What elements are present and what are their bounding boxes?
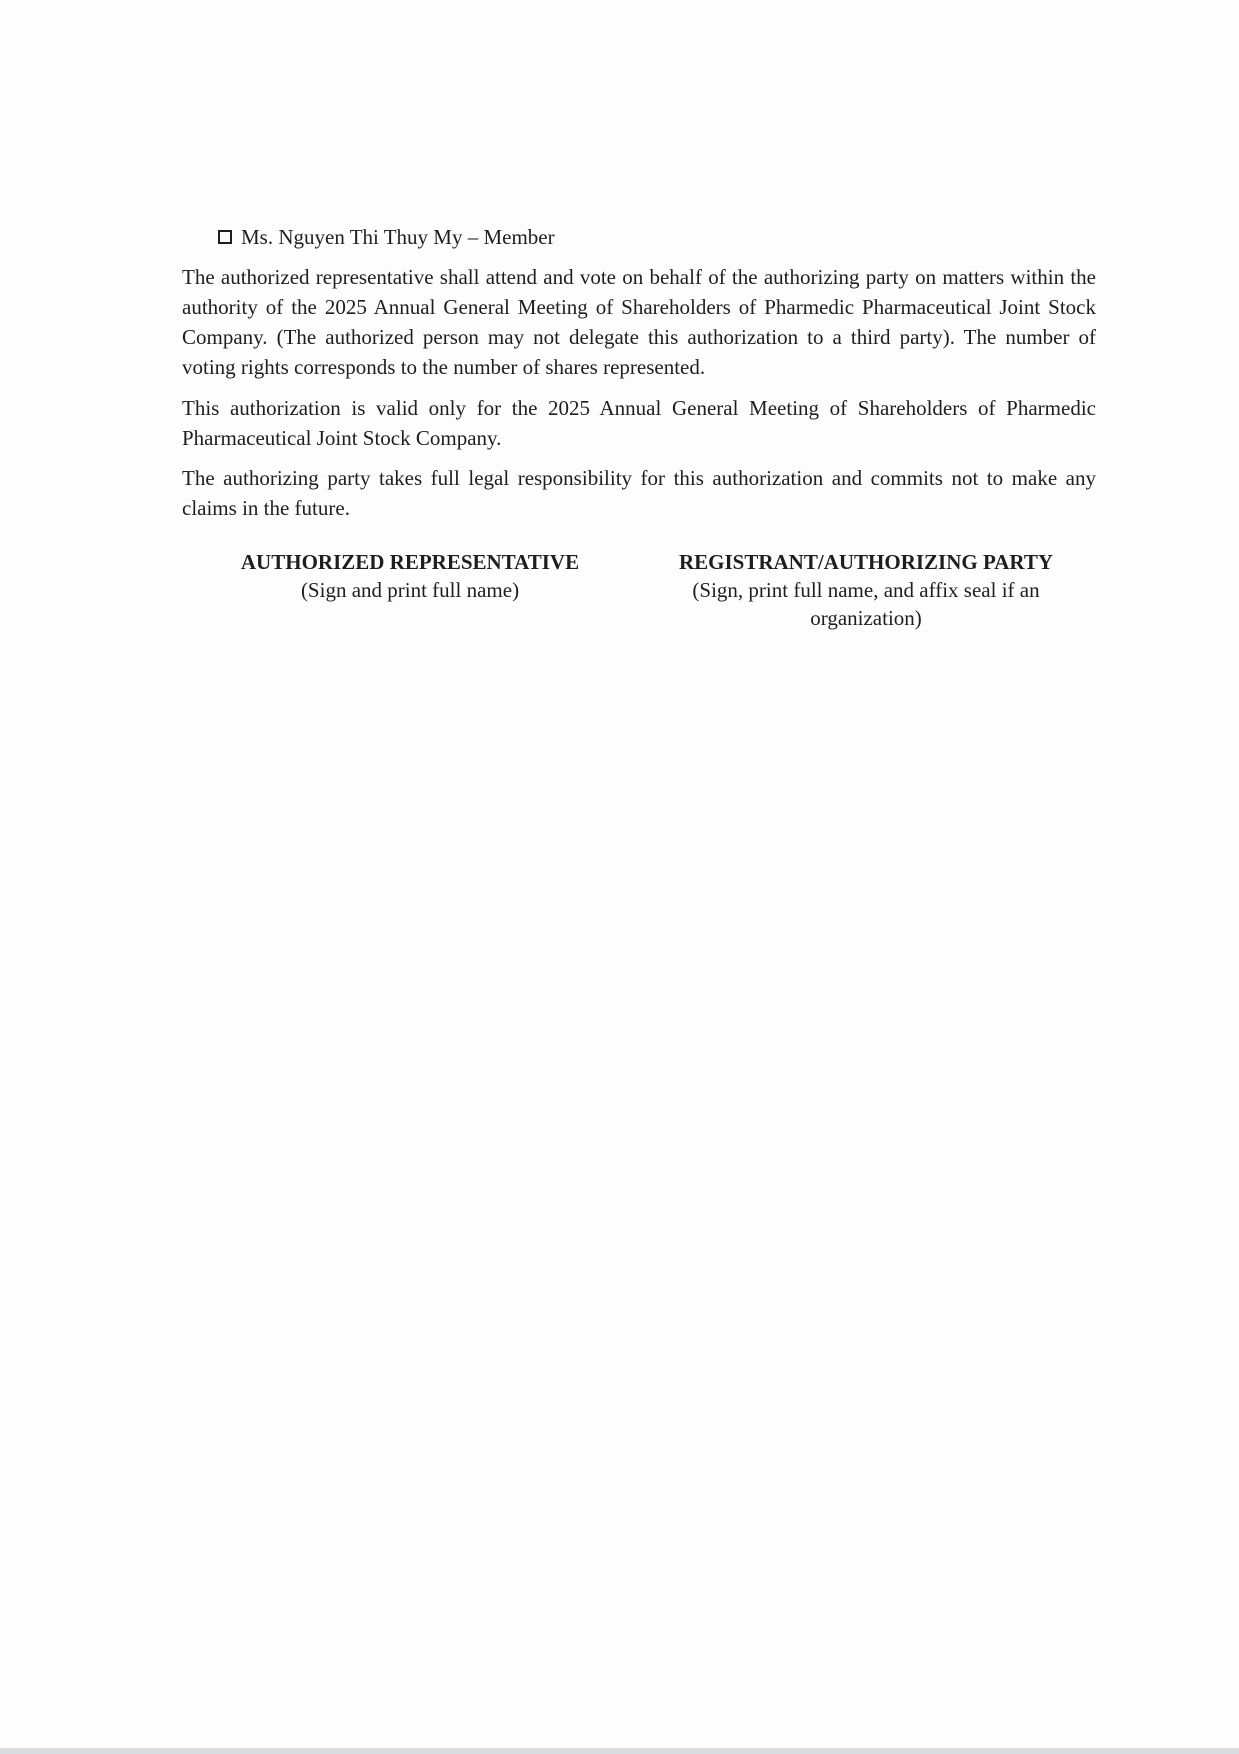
authorizing-party-title: REGISTRANT/AUTHORIZING PARTY [678, 550, 1053, 574]
responsibility-paragraph: The authorizing party takes full legal responsibility for this authorization and commits not to make any claims in the future. [182, 466, 1096, 520]
authorizing-party-signature-block [642, 548, 1090, 632]
authorized-representative-note: (Sign and print full name) [300, 578, 520, 602]
scope-paragraph: The authorized representative shall attend and vote on behalf of the authorizing party on matters within the authority of the 2025 Annual General Meeting of Shareholders of Pharmedic Pharmaceutical Joint Stock Company. (The authorized person may not delegate this authorization to a third party). The number of voting rights corresponds to the number of shares represented. [182, 265, 1096, 379]
page-bottom-edge [0, 1748, 1239, 1754]
checkbox-icon[interactable] [218, 230, 232, 244]
authorized-representative-signature-block [200, 548, 620, 604]
authorizing-party-note: (Sign, print full name, and affix seal if an organization) [692, 578, 1040, 630]
authorized-representative-title: AUTHORIZED REPRESENTATIVE [240, 550, 580, 574]
validity-paragraph: This authorization is valid only for the 2025 Annual General Meeting of Shareholders of Pharmedic Pharmaceutical Joint Stock Company. [182, 396, 1096, 450]
member-option [218, 222, 555, 252]
member-option-label: Ms. Nguyen Thi Thuy My – Member [241, 225, 555, 249]
